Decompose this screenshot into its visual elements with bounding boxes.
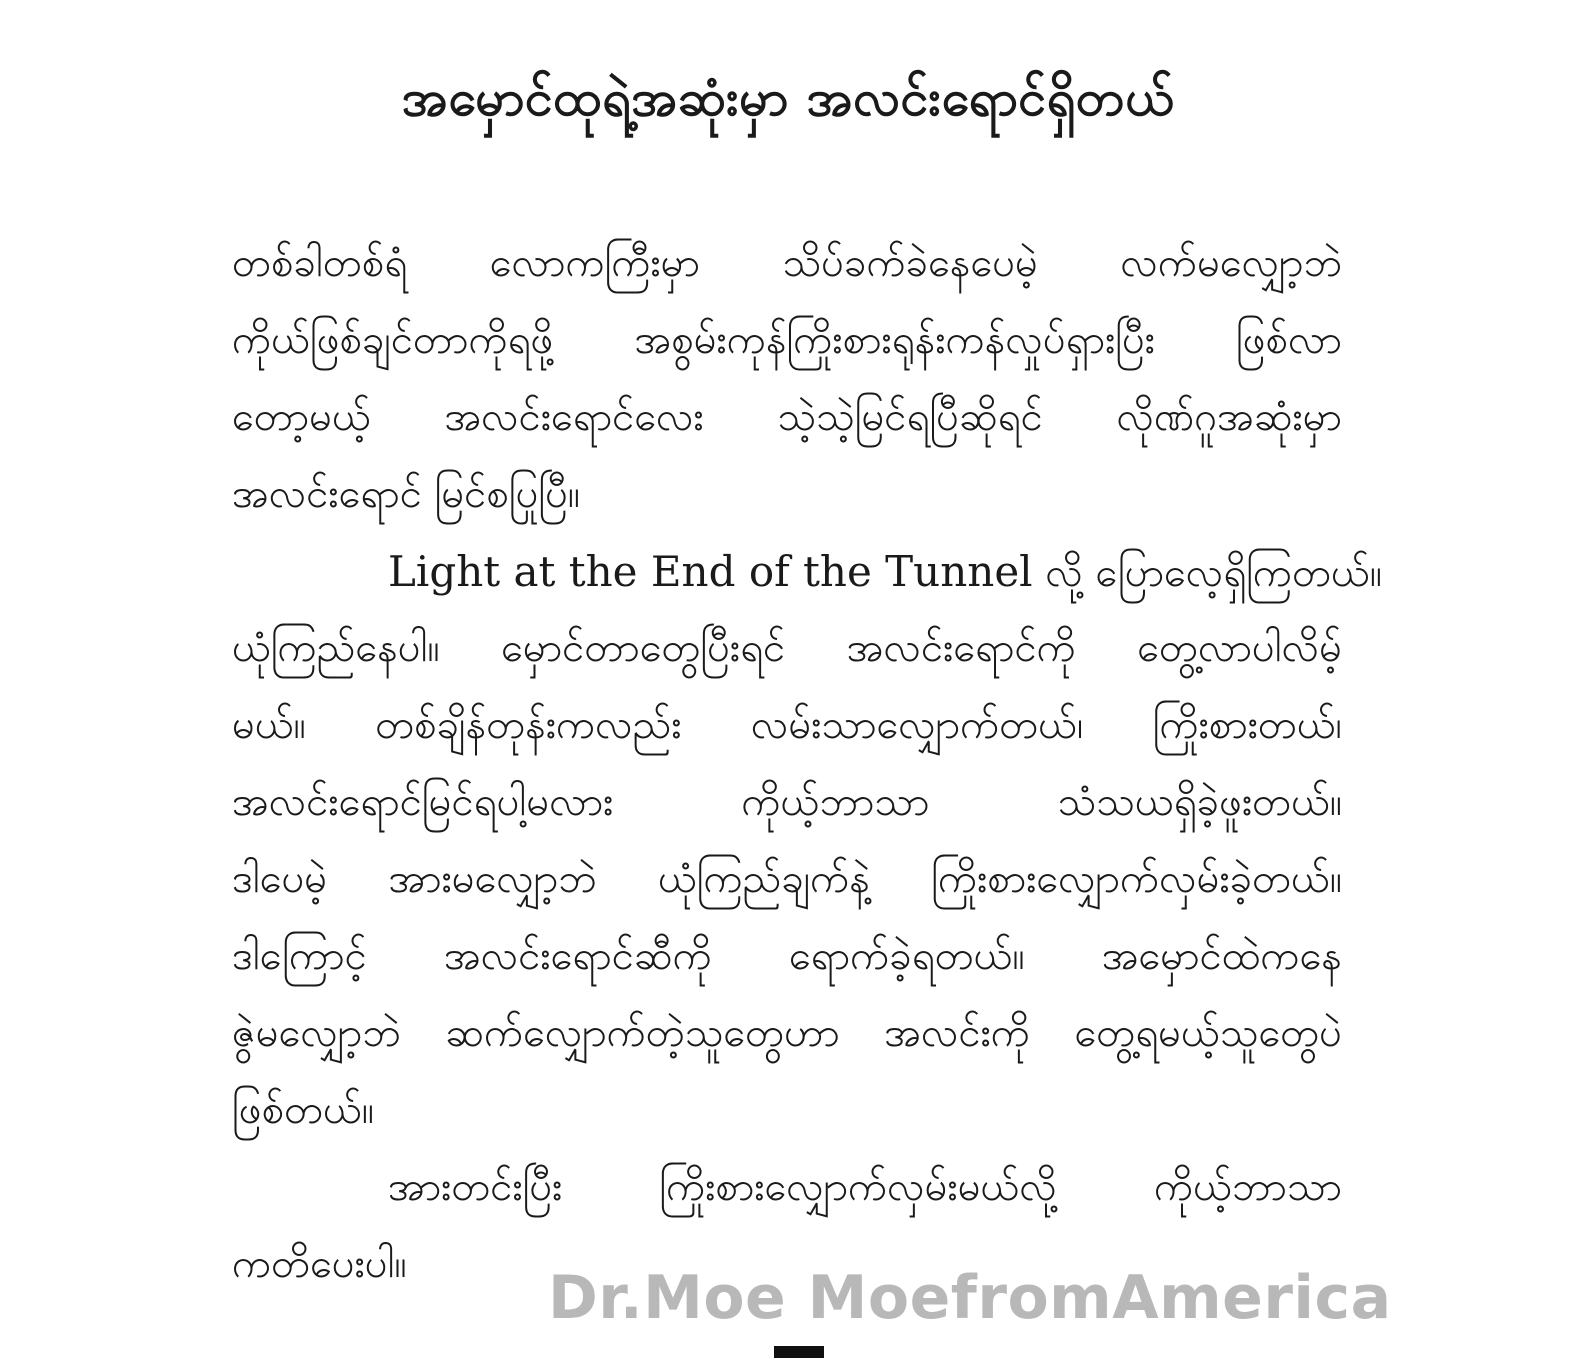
paragraph-2-line-5: ဒါပေမဲ့ အားမလျှော့ဘဲ ယုံကြည်ချက်နဲ့ ကြိုးစားလျှောက်လှမ်းခဲ့တယ်။ <box>232 856 1342 902</box>
paragraph-1-line-1: တစ်ခါတစ်ရံ လောကကြီးမှာ သိပ်ခက်ခဲနေပေမဲ့ လက်မလျှော့ဘဲ <box>232 240 1342 286</box>
paragraph-2-line-6: ဒါကြောင့် အလင်းရောင်ဆီကို ရောက်ခဲ့ရတယ်။ အမှောင်ထဲကနေ <box>232 933 1342 979</box>
article-body <box>232 225 1382 1303</box>
paragraph-3-line-1: အားတင်းပြီး ကြိုးစားလျှောက်လှမ်းမယ်လို့ ကိုယ့်ဘာသာ <box>388 1164 1342 1210</box>
paragraph-2-line-1-rest: လို့ ပြောလေ့ရှိကြတယ်။ <box>1032 550 1382 596</box>
english-phrase: Light at the End of the Tunnel <box>388 547 1033 596</box>
paragraph-1-line-4: အလင်းရောင် မြင်စပြုပြီ။ <box>232 471 581 517</box>
paragraph-2-line-3: မယ်။ တစ်ချိန်တုန်းကလည်း လမ်းသာလျှောက်တယ်၊ ကြိုးစားတယ်၊ <box>232 702 1342 748</box>
paragraph-2-line-2: ယုံကြည်နေပါ။ မှောင်တာတွေပြီးရင် အလင်းရောင်ကို တွေ့လာပါလိမ့် <box>232 625 1342 671</box>
paragraph-2-line-8: ဖြစ်တယ်။ <box>232 1087 374 1133</box>
paragraph-1-line-3: တော့မယ့် အလင်းရောင်လေး သဲ့သဲ့မြင်ရပြီဆိုရင် လိုဏ်ဂူအဆုံးမှာ <box>232 394 1342 440</box>
page-bottom-mark <box>774 1346 824 1358</box>
paragraph-2-line-1 <box>232 533 1382 610</box>
paragraph-1-line-2: ကိုယ်ဖြစ်ချင်တာကိုရဖို့ အစွမ်းကုန်ကြိုးစားရုန်းကန်လှုပ်ရှားပြီး ဖြစ်လာ <box>232 317 1342 363</box>
author-watermark: Dr.Moe MoefromAmerica <box>548 1263 1392 1333</box>
paragraph-2-line-4: အလင်းရောင်မြင်ရပါ့မလား ကိုယ့်ဘာသာ သံသယရှိခဲ့ဖူးတယ်။ <box>232 779 1342 825</box>
article-title: အမှောင်ထုရဲ့အဆုံးမှာ အလင်းရောင်ရှိတယ် <box>401 69 1175 127</box>
paragraph-3-line-2: ကတိပေးပါ။ <box>232 1241 407 1287</box>
paragraph-2-line-7: ဇွဲမလျှော့ဘဲ ဆက်လျှောက်တဲ့သူတွေဟာ အလင်းကို တွေ့ရမယ့်သူတွေပဲ <box>232 1010 1342 1056</box>
